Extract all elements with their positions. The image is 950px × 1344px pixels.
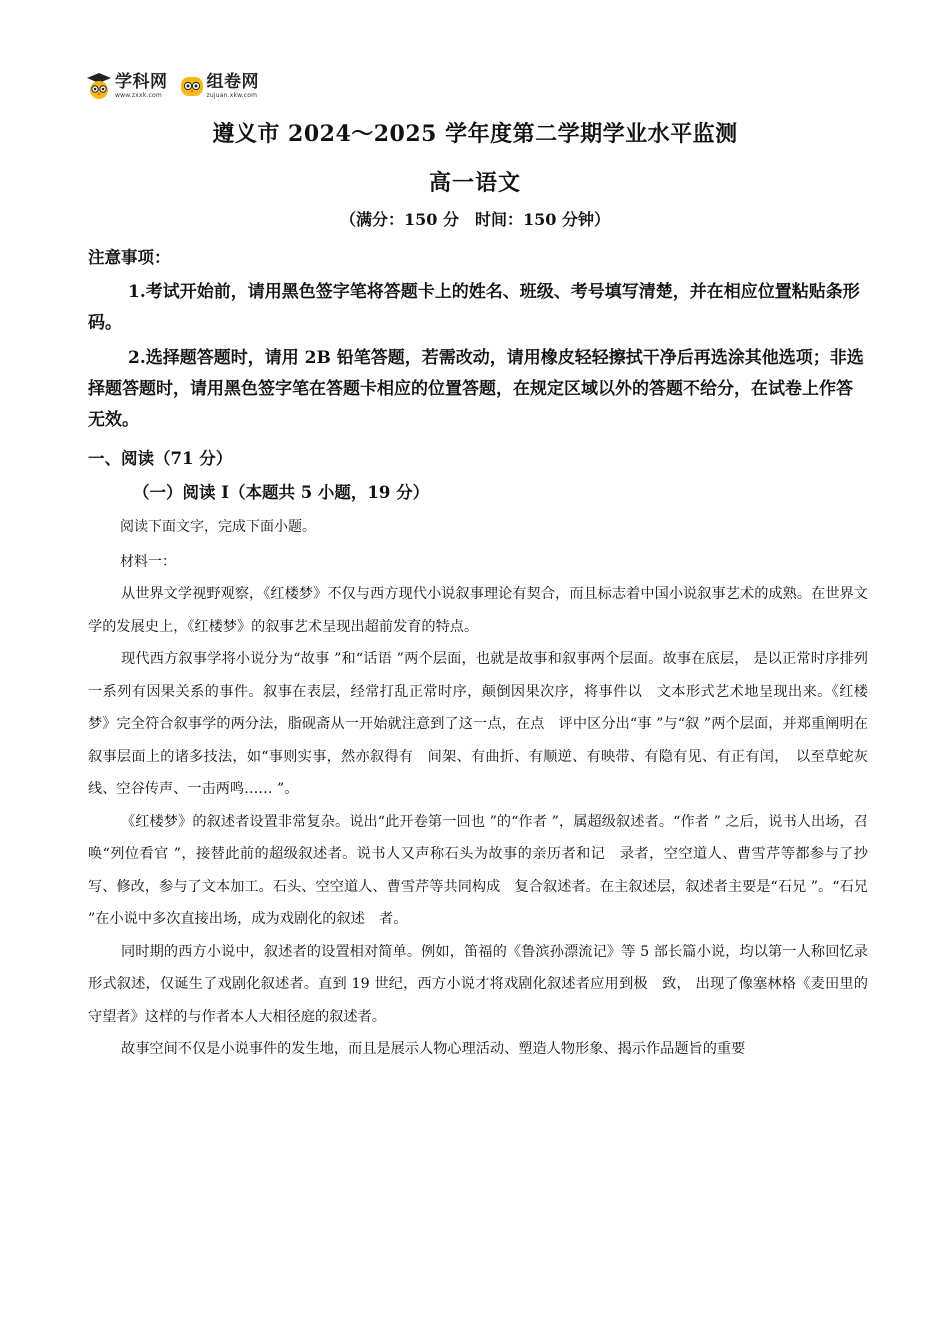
- reading-instruction: 阅读下面文字，完成下面小题。: [120, 519, 316, 535]
- logo-xueke[interactable]: [86, 72, 168, 100]
- exam-title: 遵义市 2024～2025 学年度第二学期学业水平监测: [212, 121, 738, 147]
- paragraph: 故事空间不仅是小说事件的发生地，而且是展示人物心理活动、塑造人物形象、揭示作品题旨的重要: [121, 1041, 746, 1057]
- material-label: 材料一：: [120, 554, 176, 570]
- notice-heading: 注意事项：: [88, 248, 171, 267]
- material-body: [88, 578, 868, 1066]
- paragraph: 同时期的西方小说中，叙述者的设置相对简单。例如，笛福的《鲁滨孙漂流记》等 5 部长篇小说，均以第一人称回忆录形式叙述，仅诞生了戏剧化叙述者。直到 19 世纪，西方小说才将戏剧化叙述者应用到极 致， 出现了像塞林格《麦田里的守望者》这样的与作者本人大相径庭的叙述者。: [88, 943, 868, 1025]
- section-heading: 一、阅读（71 分）: [88, 449, 233, 468]
- paragraph: 《红楼梦》的叙述者设置非常复杂。说出“此开卷第一回也 ”的“作者 ”，属超级叙述者。“作者 ” 之后，说书人出场，召唤“列位看官 ”，接替此前的超级叙述者。说书人又声称石头为故事的亲历者和记 录者，空空道人、曹雪芹等都参与了抄写、修改，参与了文本加工。石头、空空道人、曹雪芹等共同构成 复合叙述者。在主叙述层，叙述者主要是“石兄 ”。“石兄 ”在小说中多次直接出场，成为戏剧化的叙述 者。: [88, 813, 868, 927]
- logo-zujuan-name: 组卷网: [206, 71, 259, 92]
- sub-section-heading: （一）阅读 Ⅰ（本题共 5 小题，19 分）: [133, 483, 430, 502]
- paragraph: 现代西方叙事学将小说分为“故事 ”和“话语 ”两个层面，也就是故事和叙事两个层面。故事在底层， 是以正常时序排列一系列有因果关系的事件。叙事在表层，经常打乱正常时序，颠倒因果次序，将事件以 文本形式艺术地呈现出来。《红楼梦》完全符合叙事学的两分法，脂砚斋从一开始就注意到了这一点，在点 评中区分出“事 ”与“叙 ”两个层面，并郑重阐明在叙事层面上的诸多技法，如“事则实事，然亦叙得有 间架、有曲折、有顺逆、有映带、有隐有见、有正有闰， 以至草蛇灰线、空谷传声、一击两鸣…… ”。: [88, 651, 868, 797]
- logo-bar: [86, 70, 259, 102]
- owl-cap-icon: [86, 72, 112, 100]
- notice-item-1-text: 1.考试开始前，请用黑色签字笔将答题卡上的姓名、班级、考号填写清楚，并在相应位置粘贴条形码。: [88, 282, 860, 333]
- notice-item-2-text: 2.选择题答题时，请用 2B 铅笔答题，若需改动，请用橡皮轻轻擦拭干净后再选涂其他选项；非选择题答题时，请用黑色签字笔在答题卡相应的位置答题，在规定区域以外的答题不给分，在试卷上作答无效。: [88, 348, 864, 430]
- notice-item-2: [88, 343, 868, 436]
- logo-zujuan[interactable]: [180, 71, 260, 99]
- logo-zujuan-url: zujuan.xkw.com: [206, 91, 258, 99]
- exam-meta: （满分：150 分 时间：150 分钟）: [340, 210, 610, 229]
- owl-face-icon: [180, 74, 204, 98]
- notice-item-1: [88, 277, 868, 339]
- paragraph: 从世界文学视野观察，《红楼梦》不仅与西方现代小说叙事理论有契合，而且标志着中国小说叙事艺术的成熟。在世界文学的发展史上，《红楼梦》的叙事艺术呈现出超前发育的特点。: [88, 586, 868, 635]
- logo-xueke-url: www.zxxk.com: [115, 91, 162, 99]
- subject-title: 高一语文: [428, 170, 521, 196]
- logo-xueke-name: 学科网: [115, 71, 168, 92]
